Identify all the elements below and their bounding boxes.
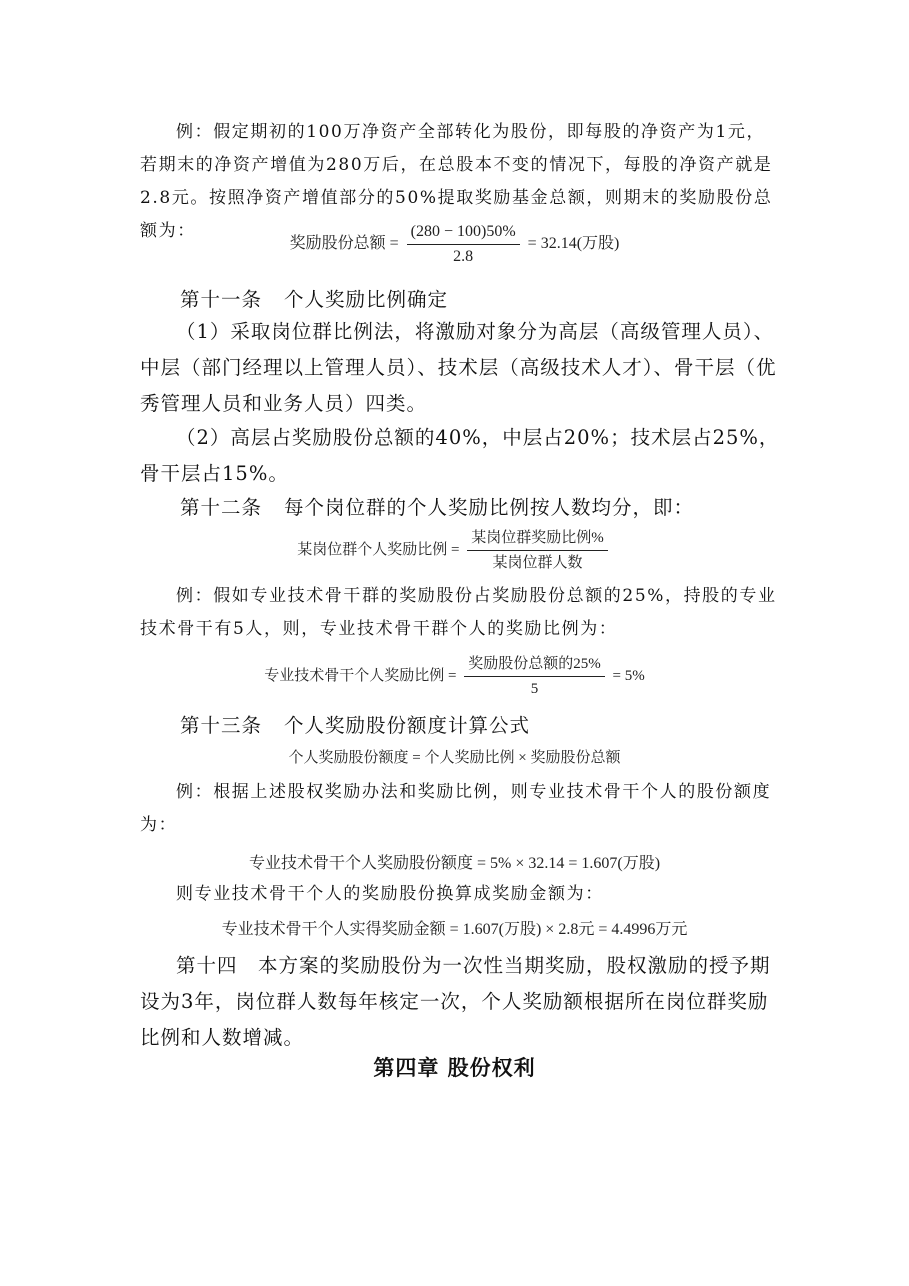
article-12-heading bbox=[180, 492, 694, 520]
formula-group-individual-ratio bbox=[0, 528, 909, 573]
article-11-item-2: （2）高层占奖励股份总额的40%，中层占20%；技术层占25%，骨干层占15%。 bbox=[140, 426, 780, 485]
formula-2-fraction bbox=[467, 528, 608, 573]
example-1-paragraph: 例：假定期初的100万净资产全部转化为股份，即每股的净资产为1元，若期末的净资产增值为280万后，在总股本不变的情况下，每股的净资产就是2.8元。按照净资产增值部分的50%提取奖励基金总额，则期末的奖励股份总额为： bbox=[140, 122, 773, 241]
formula-2-lhs: 某岗位群个人奖励比例 = bbox=[297, 541, 460, 558]
formula-2-denominator: 某岗位群人数 bbox=[492, 555, 583, 571]
article-12-title: 第十二条 bbox=[180, 496, 263, 519]
formula-total-reward-shares bbox=[0, 222, 909, 267]
formula-technical-backbone-shares: 专业技术骨干个人奖励股份额度 = 5% × 32.14 = 1.607(万股) bbox=[248, 855, 661, 872]
formula-technical-backbone-ratio bbox=[0, 654, 909, 699]
article-11-text: 个人奖励比例确定 bbox=[284, 288, 449, 311]
formula-1-rhs: = 32.14(万股) bbox=[527, 235, 620, 253]
article-14-paragraph: 第十四 本方案的奖励股份为一次性当期奖励，股权激励的授予期设为3年，岗位群人数每年核定一次，个人奖励额根据所在岗位群奖励比例和人数增减。 bbox=[140, 954, 771, 1049]
article-13-title: 第十三条 bbox=[180, 714, 263, 737]
formula-2-numerator: 某岗位群奖励比例% bbox=[467, 528, 608, 551]
formula-3-numerator: 奖励股份总额的25% bbox=[464, 654, 605, 677]
article-11-heading bbox=[180, 284, 448, 312]
formula-3-rhs: = 5% bbox=[612, 667, 645, 684]
formula-3-lhs: 专业技术骨干个人奖励比例 = bbox=[264, 667, 457, 684]
article-11-item-1: （1）采取岗位群比例法，将激励对象分为高层（高级管理人员）、中层（部门经理以上管理人员）、技术层（高级技术人才）、骨干层（优秀管理人员和业务人员）四类。 bbox=[140, 320, 777, 415]
article-12-text: 每个岗位群的个人奖励比例按人数均分，即： bbox=[284, 496, 695, 519]
article-13-heading bbox=[180, 710, 530, 738]
article-11-title: 第十一条 bbox=[180, 288, 263, 311]
formula-1-numerator: (280 − 100)50% bbox=[407, 222, 520, 245]
formula-3-denominator: 5 bbox=[530, 681, 539, 697]
formula-individual-share-amount: 个人奖励股份额度 = 个人奖励比例 × 奖励股份总额 bbox=[288, 750, 621, 766]
formula-3-fraction bbox=[464, 654, 605, 699]
formula-1-denominator: 2.8 bbox=[453, 248, 474, 265]
formula-1-lhs: 奖励股份总额 = bbox=[289, 235, 399, 253]
example-2-paragraph: 例：假如专业技术骨干群的奖励股份占奖励股份总额的25%，持股的专业技术骨干有5人，则，专业技术骨干群个人的奖励比例为： bbox=[140, 586, 777, 639]
conversion-paragraph: 则专业技术骨干个人的奖励股份换算成奖励金额为： bbox=[176, 884, 604, 904]
chapter-4-title: 第四章 股份权利 bbox=[373, 1055, 536, 1080]
example-3-paragraph: 例：根据上述股权奖励办法和奖励比例，则专业技术骨干个人的股份额度为： bbox=[140, 782, 772, 835]
formula-1-fraction bbox=[407, 222, 520, 267]
formula-technical-backbone-amount: 专业技术骨干个人实得奖励金额 = 1.607(万股) × 2.8元 = 4.4996万元 bbox=[221, 921, 688, 938]
article-13-text: 个人奖励股份额度计算公式 bbox=[284, 714, 531, 737]
